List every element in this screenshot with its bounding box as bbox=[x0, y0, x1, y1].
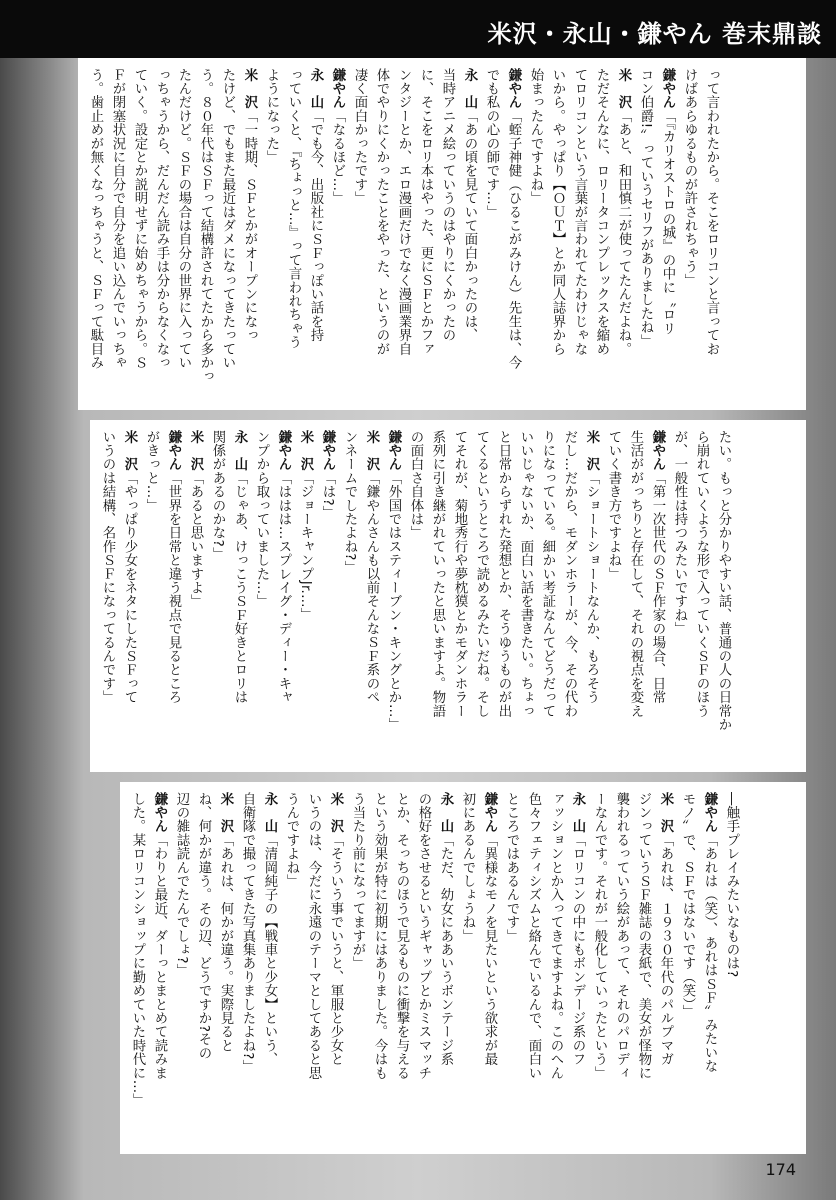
line-text: ら崩れていくような形で入っていくＳＦのほう bbox=[694, 430, 709, 718]
text-line bbox=[414, 68, 436, 404]
text-line bbox=[602, 430, 624, 766]
text-line bbox=[324, 792, 346, 1148]
line-text: ただそんなに、ロリータコンプレックスを縮め bbox=[594, 68, 609, 356]
line-text: ンタジーとか、エロ漫画だけでなく漫画業界自 bbox=[396, 68, 411, 356]
speaker-label: 鎌やん bbox=[650, 430, 665, 472]
speaker-label: 鎌やん bbox=[152, 792, 167, 834]
line-text: 「清岡純子の【戦車と少女】という、 bbox=[262, 833, 277, 1067]
line-text: ジンっていうＳＦ雑誌の表紙で、美女が怪物に bbox=[636, 792, 651, 1080]
text-line bbox=[700, 68, 722, 404]
text-line bbox=[610, 792, 632, 1148]
speaker-label: 永 山 bbox=[232, 430, 247, 472]
text-line bbox=[316, 430, 338, 766]
page-title: 米沢・永山・鎌やん 巻末鼎談 bbox=[487, 20, 822, 48]
text-line bbox=[280, 792, 302, 1148]
speaker-label: 永 山 bbox=[438, 792, 453, 834]
line-text: 「一時期、ＳＦとかがオープンになっ bbox=[242, 109, 257, 343]
text-line bbox=[654, 792, 676, 1148]
text-line bbox=[118, 430, 140, 766]
line-text: けばあらゆるものが許されちゃう」 bbox=[682, 68, 697, 288]
text-line bbox=[128, 68, 150, 404]
text-line bbox=[346, 792, 368, 1148]
vertical-text-column bbox=[90, 420, 740, 772]
text-line bbox=[678, 68, 700, 404]
line-text: 「ははは…スプレイグ・ディー・キャ bbox=[276, 471, 291, 704]
text-line bbox=[436, 68, 458, 404]
line-text: でも私の心の師です…」 bbox=[484, 68, 499, 219]
speaker-label: 永 山 bbox=[262, 792, 277, 834]
text-line bbox=[500, 792, 522, 1148]
text-line bbox=[458, 68, 480, 404]
text-line bbox=[544, 792, 566, 1148]
line-text: 「第一次世代のＳＦ作家の場合、日常 bbox=[650, 471, 665, 705]
text-line bbox=[456, 792, 478, 1148]
text-line bbox=[568, 68, 590, 404]
text-line bbox=[228, 430, 250, 766]
text-line bbox=[448, 430, 470, 766]
text-line bbox=[236, 792, 258, 1148]
speaker-label: 鎌やん bbox=[660, 68, 675, 110]
line-text: 当時アニメ絵っていうのはやりにくかったの bbox=[440, 68, 455, 342]
text-line bbox=[580, 430, 602, 766]
line-text: たんだけど。ＳＦの場合は自分の世界に入ってい bbox=[176, 68, 191, 370]
line-text: 「異様なモノを見たいという欲求が最 bbox=[482, 833, 497, 1067]
text-line bbox=[338, 430, 360, 766]
line-text: 「蛭子神健（ひるこがみけん）先生は、今 bbox=[506, 109, 521, 370]
line-text: の面白さ自体は」 bbox=[408, 430, 423, 540]
speaker-label: 永 山 bbox=[570, 792, 585, 834]
line-text: した。某ロリコンショップに勤めていた時代に…」 bbox=[130, 792, 145, 1108]
line-text: 「ロリコンの中にもボンデージ系のフ bbox=[570, 833, 585, 1067]
text-line bbox=[646, 430, 668, 766]
line-text: 「『カリオストロの城』の中に〝ロリ bbox=[660, 109, 675, 336]
speaker-label: 米 沢 bbox=[584, 430, 599, 472]
line-text: 「ジョーキャンプJr.…」 bbox=[298, 471, 313, 622]
speaker-label: 米 沢 bbox=[298, 430, 313, 472]
line-text: とか、そっちのほうで見るものに衝撃を与える bbox=[394, 792, 409, 1080]
line-text: 「世界を日常と違う視点で見るところ bbox=[166, 471, 181, 705]
text-line bbox=[434, 792, 456, 1148]
line-text: 「は?」 bbox=[320, 471, 335, 520]
line-text: てそれが、菊地秀行や夢枕獏とかモダンホラー bbox=[452, 430, 467, 718]
line-text: だし…だから、モダンホラーが、今、その代わ bbox=[562, 430, 577, 718]
text-line bbox=[632, 792, 654, 1148]
line-text: 色々フェティシズムと絡んでいるんで、面白い bbox=[526, 792, 541, 1080]
line-text: 体でやりにくかったことをやった、というのが bbox=[374, 68, 389, 356]
line-text: たい。もっと分かりやすい話、普通の人の日常か bbox=[716, 430, 731, 732]
line-text: 「あれは（笑）、あれはＳＦ〟みたいな bbox=[702, 833, 717, 1074]
line-text: が、一般性は持つみたいですね」 bbox=[672, 430, 687, 636]
line-text: 系列に引き継がれていったと思いますよ。物語 bbox=[430, 430, 445, 718]
line-text: てロリコンという言葉が言われてたわけじゃな bbox=[572, 68, 587, 356]
text-line bbox=[368, 792, 390, 1148]
line-text: 「鎌やんさんも以前そんなＳＦ系のペ bbox=[364, 471, 379, 705]
text-line bbox=[216, 68, 238, 404]
line-text: いから。やっぱり【ＯＵＴ】とか同人誌界から bbox=[550, 68, 565, 356]
line-text: 「じゃあ、けっこうＳＦ好きとロリは bbox=[232, 471, 247, 705]
speaker-label: 鎌やん bbox=[506, 68, 521, 110]
line-text: う。８０年代はＳＦって結構許されてたから多かっ bbox=[198, 68, 213, 384]
text-line bbox=[238, 68, 260, 404]
text-line bbox=[720, 792, 742, 1148]
speaker-label: 鎌やん bbox=[702, 792, 717, 834]
text-column-block-2 bbox=[90, 420, 806, 772]
text-line bbox=[690, 430, 712, 766]
text-line bbox=[140, 430, 162, 766]
line-text: 辺の雑誌読んでたんでしょ?」 bbox=[174, 792, 189, 978]
vertical-text-column bbox=[120, 782, 748, 1154]
line-text: Ｆが閉塞状況に自分で自分を追い込んでいっちゃ bbox=[110, 68, 125, 370]
text-line bbox=[84, 68, 106, 404]
text-line bbox=[426, 430, 448, 766]
text-line bbox=[404, 430, 426, 766]
line-text: たけど、でもまた最近はダメになってきたってい bbox=[220, 68, 235, 370]
text-line bbox=[348, 68, 370, 404]
text-line bbox=[588, 792, 610, 1148]
text-line bbox=[390, 792, 412, 1148]
text-line bbox=[214, 792, 236, 1148]
line-text: ァッションとか入ってきてますよね。このへん bbox=[548, 792, 563, 1080]
page-number: 174 bbox=[765, 1160, 796, 1179]
line-text: 「あれは、１９３０年代のパルプマガ bbox=[658, 833, 673, 1067]
line-text: うんですよね」 bbox=[284, 792, 299, 888]
line-text: 凄く面白かったです」 bbox=[352, 68, 367, 205]
line-text: ていく書き方ですよね」 bbox=[606, 430, 621, 581]
text-line bbox=[478, 792, 500, 1148]
line-text: 初にあるんでしょうね」 bbox=[460, 792, 475, 943]
speaker-label: 鎌やん bbox=[166, 430, 181, 472]
text-line bbox=[192, 792, 214, 1148]
line-text: 始まったんですよね」 bbox=[528, 68, 543, 205]
line-text: ンネームでしたよね?」 bbox=[342, 430, 357, 575]
text-line bbox=[514, 430, 536, 766]
line-text: りになっている。細かい考証なんてどうだって bbox=[540, 430, 555, 718]
line-text: 「あの頃を見ていて面白かったのは、 bbox=[462, 109, 477, 343]
text-line bbox=[536, 430, 558, 766]
speaker-label: 米 沢 bbox=[328, 792, 343, 834]
line-text: 襲われるっていう絵があって、それのパロディ bbox=[614, 792, 629, 1080]
line-text: 自衛隊で撮ってきた写真集ありましたよね?」 bbox=[240, 792, 255, 1074]
text-line bbox=[634, 68, 656, 404]
line-text: ところではあるんです」 bbox=[504, 792, 519, 943]
line-text: 「やっぱり少女をネタにしたＳＦって bbox=[122, 471, 137, 705]
line-text: 関係があるのかな?」 bbox=[210, 430, 225, 561]
text-line bbox=[96, 430, 118, 766]
text-line bbox=[470, 430, 492, 766]
text-line bbox=[668, 430, 690, 766]
text-line bbox=[546, 68, 568, 404]
line-text: ね、何かが違う。その辺、どうですか?その bbox=[196, 792, 211, 1060]
text-line bbox=[172, 68, 194, 404]
text-line bbox=[590, 68, 612, 404]
text-line bbox=[250, 430, 272, 766]
text-line bbox=[676, 792, 698, 1148]
line-text: 「なるほど…」 bbox=[330, 109, 345, 205]
line-text: 生活ががっちりと存在して、それの視点を変え bbox=[628, 430, 643, 718]
text-line bbox=[412, 792, 434, 1148]
text-line bbox=[106, 68, 128, 404]
speaker-label: 鎌やん bbox=[276, 430, 291, 472]
speaker-label: 米 沢 bbox=[658, 792, 673, 834]
text-column-block-1 bbox=[78, 58, 806, 410]
text-line bbox=[272, 430, 294, 766]
line-text: ンプから取っていました…」 bbox=[254, 430, 269, 609]
speaker-label: 米 沢 bbox=[616, 68, 631, 110]
speaker-label: 永 山 bbox=[462, 68, 477, 110]
line-text: っちゃうから、だんだん読み手は分からなくなっ bbox=[154, 68, 169, 370]
line-text: ーなんです。それが一般化していったという」 bbox=[592, 792, 607, 1080]
speaker-label: 米 沢 bbox=[364, 430, 379, 472]
text-line bbox=[558, 430, 580, 766]
text-line bbox=[502, 68, 524, 404]
text-line bbox=[184, 430, 206, 766]
line-text: てくるというところで読めるみたいだね。そし bbox=[474, 430, 489, 718]
line-text: 「あと、和田慎二が使ってたんだよね。 bbox=[616, 109, 631, 356]
line-text: 「あると思いますよ」 bbox=[188, 471, 203, 609]
text-line bbox=[656, 68, 678, 404]
text-line bbox=[480, 68, 502, 404]
text-line bbox=[370, 68, 392, 404]
line-text: がきっと…」 bbox=[144, 430, 159, 513]
line-text: っていくと、『ちょっと…』って言われちゃう bbox=[286, 68, 301, 349]
text-line bbox=[162, 430, 184, 766]
text-line bbox=[260, 68, 282, 404]
line-text: に、そこをロリ本はやった、更にＳＦとかファ bbox=[418, 68, 433, 356]
line-text: ていく。設定とか説明せずに始めちゃうから。Ｓ bbox=[132, 68, 147, 370]
line-text: コン伯爵!〟っていうセリフがありましたね」 bbox=[638, 68, 653, 348]
text-line bbox=[148, 792, 170, 1148]
line-text: ―触手プレイみたいなものは? bbox=[724, 792, 739, 978]
line-text: う当たり前になってますが」 bbox=[350, 792, 365, 971]
text-line bbox=[294, 430, 316, 766]
line-text: 「あれは、何かが違う。実際見ると bbox=[218, 833, 233, 1053]
vertical-text-column bbox=[78, 58, 728, 410]
line-text: って言われたから。そこをロリコンと言ってお bbox=[704, 68, 719, 356]
text-line bbox=[524, 68, 546, 404]
speaker-label: 米 沢 bbox=[122, 430, 137, 472]
line-text: いいじゃないか、面白い話を書きたい。ちょっ bbox=[518, 430, 533, 718]
line-text: 「そういう事でいうと、軍服と少女と bbox=[328, 833, 343, 1067]
speaker-label: 永 山 bbox=[308, 68, 323, 110]
speaker-label: 鎌やん bbox=[482, 792, 497, 834]
header-band bbox=[0, 0, 836, 58]
text-line bbox=[206, 430, 228, 766]
speaker-label: 米 沢 bbox=[188, 430, 203, 472]
text-line bbox=[522, 792, 544, 1148]
text-line bbox=[194, 68, 216, 404]
line-text: 「わりと最近、ダーっとまとめて読みま bbox=[152, 833, 167, 1080]
line-text: いうのは結構、名作ＳＦになってるんです」 bbox=[100, 430, 115, 704]
line-text: いうのは、今だに永遠のテーマとしてあると思 bbox=[306, 792, 321, 1080]
text-column-block-3 bbox=[120, 782, 806, 1154]
text-line bbox=[326, 68, 348, 404]
text-line bbox=[258, 792, 280, 1148]
text-line bbox=[624, 430, 646, 766]
line-text: 「でも今、出版社にＳＦっぽい話を持 bbox=[308, 109, 323, 343]
line-text: と日常からずれた発想とか、そうゆうものが出 bbox=[496, 430, 511, 718]
text-line bbox=[612, 68, 634, 404]
text-line bbox=[150, 68, 172, 404]
line-text: の格好をさせるというギャップとかミスマッチ bbox=[416, 792, 431, 1080]
text-line bbox=[360, 430, 382, 766]
line-text: 「外国ではスティーブン・キングとか…」 bbox=[386, 471, 401, 732]
line-text: 「ショートショートなんか、もろそう bbox=[584, 471, 599, 705]
text-line bbox=[282, 68, 304, 404]
text-line bbox=[712, 430, 734, 766]
text-line bbox=[566, 792, 588, 1148]
line-text: モノ〟で、ＳＦではないです（笑）」 bbox=[680, 792, 695, 1019]
text-line bbox=[302, 792, 324, 1148]
line-text: という効果が特に初期にはありました。今はも bbox=[372, 792, 387, 1080]
speaker-label: 米 沢 bbox=[218, 792, 233, 834]
speaker-label: 米 沢 bbox=[242, 68, 257, 110]
line-text: 「ただ、幼女にああいうボンテージ系 bbox=[438, 833, 453, 1067]
text-line bbox=[170, 792, 192, 1148]
line-text: う。歯止めが無くなっちゃうと、ＳＦって駄目み bbox=[88, 68, 103, 370]
text-line bbox=[126, 792, 148, 1148]
speaker-label: 鎌やん bbox=[330, 68, 345, 110]
text-line bbox=[492, 430, 514, 766]
text-line bbox=[382, 430, 404, 766]
text-line bbox=[698, 792, 720, 1148]
text-line bbox=[304, 68, 326, 404]
line-text: ようになった」 bbox=[264, 68, 279, 164]
speaker-label: 鎌やん bbox=[320, 430, 335, 472]
speaker-label: 鎌やん bbox=[386, 430, 401, 472]
text-line bbox=[392, 68, 414, 404]
